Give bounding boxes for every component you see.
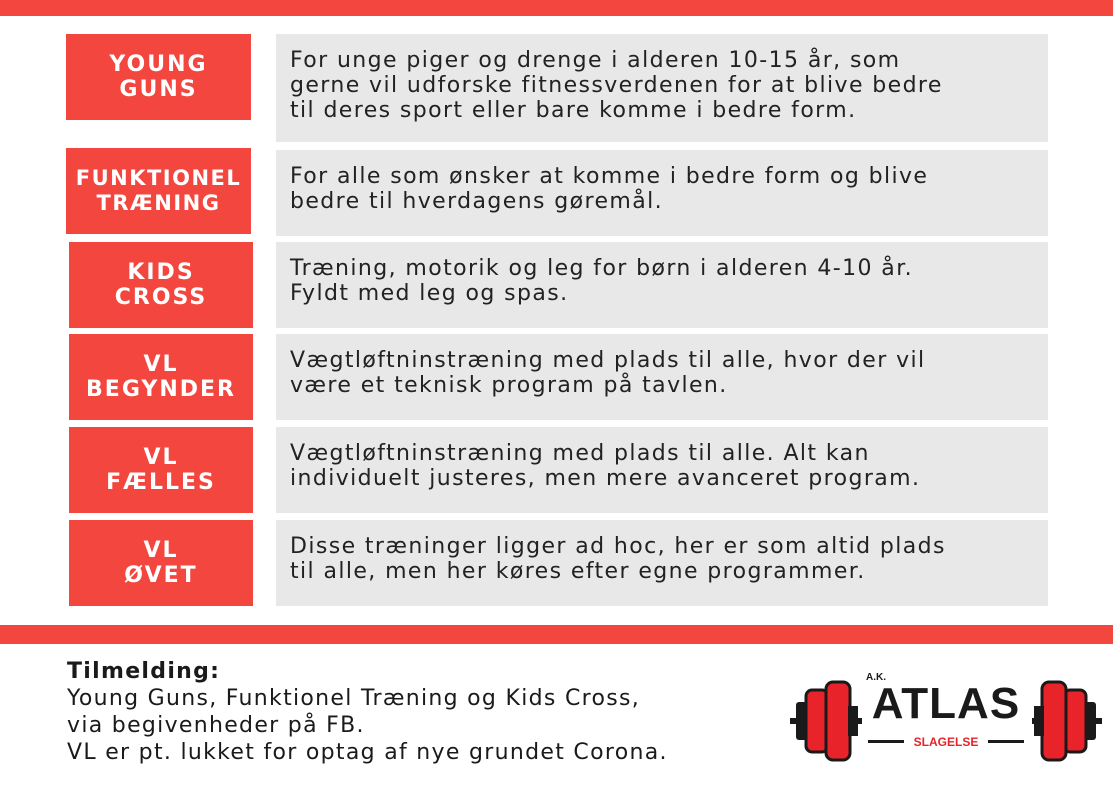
class-description-funktionel-traening <box>276 150 1048 236</box>
signup-info <box>67 658 668 766</box>
class-label-line: GUNS <box>119 77 198 102</box>
class-label-line: YOUNG <box>109 52 208 77</box>
class-label-line: FUNKTIONEL <box>75 166 242 190</box>
description-line: individuelt justeres, men mere avanceret program. <box>290 466 921 491</box>
class-label-line: TRÆNING <box>96 191 221 215</box>
class-label-line: FÆLLES <box>106 470 216 495</box>
signup-line: Young Guns, Funktionel Træning og Kids Cross, <box>67 686 641 711</box>
class-label-vl-oevet <box>69 520 253 606</box>
class-description-vl-faelles <box>276 427 1048 513</box>
description-line: gerne vil udforske fitnessverdenen for at blive bedre <box>290 73 943 98</box>
class-label-line: BEGYNDER <box>86 377 236 402</box>
description-line: For unge piger og drenge i alderen 10-15 år, som <box>290 48 901 73</box>
class-label-line: CROSS <box>114 285 208 310</box>
description-line: Vægtløftninstræning med plads til alle, hvor der vil <box>290 348 926 373</box>
description-line: bedre til hverdagens gøremål. <box>290 189 664 214</box>
class-label-vl-begynder <box>69 334 253 420</box>
class-description-vl-begynder <box>276 334 1048 420</box>
signup-heading: Tilmelding: <box>67 659 221 684</box>
description-line: For alle som ønsker at komme i bedre form og blive <box>290 164 929 189</box>
class-label-line: KIDS <box>127 260 195 285</box>
signup-line: via begivenheder på FB. <box>67 713 365 738</box>
logo-prefix: A.K. <box>866 672 886 683</box>
class-description-vl-oevet <box>276 520 1048 606</box>
barbell-icon <box>782 668 1110 772</box>
description-line: Disse træninger ligger ad hoc, her er som altid plads <box>290 534 946 559</box>
middle-accent-bar <box>0 625 1113 644</box>
logo-city: SLAGELSE <box>913 735 979 749</box>
atlas-logo <box>782 668 1110 772</box>
description-line: Vægtløftninstræning med plads til alle. Alt kan <box>290 441 870 466</box>
description-line: til deres sport eller bare komme i bedre form. <box>290 98 857 123</box>
class-label-kids-cross <box>69 242 253 328</box>
logo-name: ATLAS <box>871 679 1021 728</box>
description-line: Fyldt med leg og spas. <box>290 281 569 306</box>
description-line: være et teknisk program på tavlen. <box>290 373 728 398</box>
class-label-line: ØVET <box>124 563 198 588</box>
class-description-kids-cross <box>276 242 1048 328</box>
signup-line: VL er pt. lukket for optag af nye grundet Corona. <box>67 740 668 765</box>
class-label-line: VL <box>143 538 179 563</box>
class-label-funktionel-traening <box>66 148 251 234</box>
description-line: til alle, men her køres efter egne programmer. <box>290 559 866 584</box>
description-line: Træning, motorik og leg for børn i alderen 4-10 år. <box>290 256 914 281</box>
class-label-young-guns <box>66 34 251 120</box>
class-label-vl-faelles <box>69 427 253 513</box>
class-label-line: VL <box>143 445 179 470</box>
class-label-line: VL <box>143 352 179 377</box>
class-description-young-guns <box>276 34 1048 142</box>
top-accent-bar <box>0 0 1113 16</box>
